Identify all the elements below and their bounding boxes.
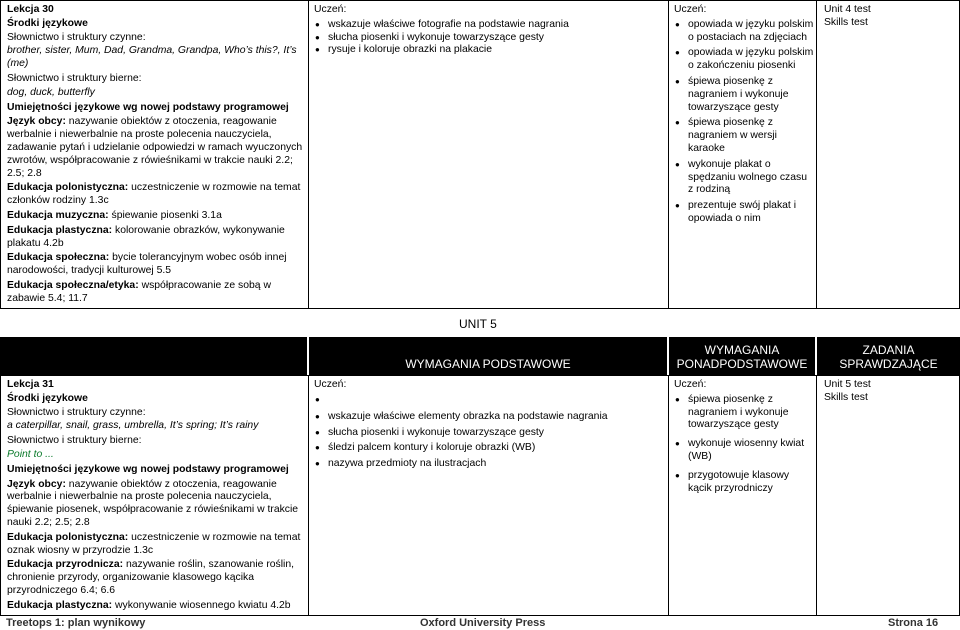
polonistyczna-entry	[7, 182, 305, 208]
unit-test-label: Unit 4 test	[824, 4, 871, 15]
entry-label: Język obcy:	[7, 478, 66, 490]
entry-text: współpracowanie ze sobą w zabawie 5.4; 11.7	[7, 279, 271, 304]
etyka-entry	[7, 280, 305, 306]
col-divider-3	[816, 0, 817, 309]
list-item: ● śpiewa piosenkę z nagraniem i wykonuje towarzyszące gesty	[674, 394, 814, 432]
list-item: ● wskazuje właściwe fotografie na podstawie nagrania	[314, 19, 664, 32]
list-item: ● opowiada w języku polskim o postaciach na zdjęciach	[674, 19, 814, 45]
row1-advanced-cell	[674, 4, 814, 304]
skills-test-label: Skills test	[824, 16, 868, 28]
list-item: ● przygotowuje klasowy kącik przyrodniczy	[674, 470, 814, 496]
row1-tests-cell	[824, 4, 956, 44]
active-vocab-items: brother, sister, Mum, Dad, Grandma, Grandpa, Who’s this?, It’s (me)	[7, 45, 297, 70]
entry-label: Edukacja polonistyczna:	[7, 182, 129, 194]
row2-lesson-cell	[7, 379, 305, 615]
entry-text: nazywanie obiektów z otoczenia, reagowanie werbalnie i niewerbalnie na proste polecenia nauczyciela, zadawanie pytań i udzielanie odpowiedzi w ramach wyuczonych zwrotów, współpracowanie z rówieśnikami w trakcie nauki 2.2; 2.5; 2.8	[7, 116, 303, 179]
col-divider-0	[0, 0, 1, 309]
header-basic-requirements: WYMAGANIA PODSTAWOWE	[309, 337, 667, 375]
list-item: ● rysuje i koloruje obrazki na plakacie	[314, 44, 664, 57]
list-item: ● śledzi palcem kontury i koloruje obrazki (WB)	[314, 442, 664, 455]
advanced-requirements-list	[674, 394, 814, 496]
plastyczna-entry	[7, 600, 305, 613]
header-test-tasks: ZADANIA SPRAWDZAJĄCE	[817, 337, 960, 375]
col-divider-2	[668, 0, 669, 309]
header-advanced-requirements: WYMAGANIA PONADPODSTAWOWE	[669, 337, 815, 375]
col2-divider-3	[816, 375, 817, 616]
passive-vocab-items: Point to ...	[7, 448, 54, 460]
entry-text: śpiewanie piosenki 3.1a	[108, 209, 222, 221]
list-item: ● śpiewa piosenkę z nagraniem i wykonuje towarzyszące gesty	[674, 76, 814, 114]
skills-heading: Umiejętności językowe wg nowej podstawy programowej	[7, 463, 289, 475]
entry-text: wykonywanie wiosennego kwiatu 4.2b	[112, 599, 291, 611]
entry-label: Edukacja społeczna:	[7, 252, 110, 264]
passive-vocab-label: Słownictwo i struktury bierne:	[7, 72, 142, 84]
list-item: ● opowiada w języku polskim o zakończeniu piosenki	[674, 47, 814, 73]
jezyk-obcy-entry	[7, 116, 305, 180]
unit-test-label: Unit 5 test	[824, 379, 871, 390]
row2-advanced-cell	[674, 379, 814, 615]
list-item: ● wykonuje plakat o spędzaniu wolnego czasu z rodziną	[674, 159, 814, 197]
footer-center: Oxford University Press	[420, 617, 546, 629]
row1-lesson-cell	[7, 4, 305, 307]
passive-vocab-label: Słownictwo i struktury bierne:	[7, 435, 142, 447]
entry-label: Edukacja plastyczna:	[7, 224, 113, 236]
entry-label: Edukacja społeczna/etyka:	[7, 279, 139, 291]
entry-text: nazywanie obiektów z otoczenia, reagowanie werbalnie i niewerbalnie na proste polecenia nauczyciela, śpiewanie piosenek, współpracowanie z rówieśnikami w trakcie nauki 2.2; 2.5; 2.8	[7, 478, 299, 528]
entry-label: Edukacja przyrodnicza:	[7, 559, 124, 571]
skills-test-label: Skills test	[824, 391, 868, 403]
polonistyczna-entry	[7, 532, 305, 558]
basic-requirements-list	[314, 19, 664, 57]
list-item: ● wykonuje wiosenny kwiat (WB)	[674, 438, 814, 464]
entry-text: uczestniczenie w rozmowie na temat oznak wiosny w przyrodzie 1.3c	[7, 531, 301, 556]
entry-label: Edukacja plastyczna:	[7, 599, 113, 611]
entry-text: kolorowanie obrazków, wykonywanie plakatu 4.2b	[7, 224, 285, 249]
active-vocab-items: a caterpillar, snail, grass, umbrella, It’s spring; It’s rainy	[7, 420, 259, 432]
spoleczna-entry	[7, 252, 305, 278]
srodki-heading: Środki językowe	[7, 17, 88, 29]
plastyczna-entry	[7, 225, 305, 251]
muzyczna-entry	[7, 210, 305, 223]
col-divider-1	[308, 0, 309, 309]
uczen-label: Uczeń:	[674, 379, 707, 390]
uczen-label: Uczeń:	[314, 379, 347, 390]
basic-requirements-list	[314, 394, 664, 471]
list-item: ● słucha piosenki i wykonuje towarzyszące gesty	[314, 32, 664, 45]
list-item: ● nazywa przedmioty na ilustracjach	[314, 458, 664, 471]
entry-label: Język obcy:	[7, 116, 66, 128]
entry-text: bycie tolerancyjnym wobec osób innej narodowości, tradycji kulturowej 5.5	[7, 252, 287, 277]
list-item: ● słucha piosenki i wykonuje towarzyszące gesty	[314, 427, 664, 440]
row2-tests-cell	[824, 379, 956, 419]
footer-left: Treetops 1: plan wynikowy	[6, 617, 146, 629]
active-vocab-label: Słownictwo i struktury czynne:	[7, 31, 146, 43]
entry-label: Edukacja muzyczna:	[7, 209, 109, 221]
page-footer	[0, 615, 960, 630]
entry-label: Edukacja polonistyczna:	[7, 531, 129, 543]
lesson-title: Lekcja 31	[7, 379, 54, 390]
list-item: ● śpiewa piosenkę z nagraniem w wersji karaoke	[674, 117, 814, 155]
active-vocab-label: Słownictwo i struktury czynne:	[7, 406, 146, 418]
lesson-title: Lekcja 30	[7, 4, 54, 15]
uczen-label: Uczeń:	[674, 4, 707, 15]
list-item	[314, 394, 664, 408]
uczen-label: Uczeń:	[314, 4, 347, 15]
srodki-heading: Środki językowe	[7, 392, 88, 404]
row1-basic-cell	[314, 4, 664, 304]
col2-divider-0	[0, 375, 1, 616]
advanced-requirements-list	[674, 19, 814, 226]
header-spacer	[0, 337, 307, 375]
footer-right: Strona 16	[888, 617, 939, 629]
przyrodnicza-entry	[7, 559, 305, 597]
list-item: ● prezentuje swój plakat i opowiada o nim	[674, 200, 814, 226]
skills-heading: Umiejętności językowe wg nowej podstawy programowej	[7, 101, 289, 113]
row2-basic-cell	[314, 379, 664, 615]
unit-title: UNIT 5	[459, 317, 497, 331]
entry-text: uczestniczenie w rozmowie na temat członków rodziny 1.3c	[7, 182, 301, 207]
jezyk-obcy-entry	[7, 479, 305, 530]
entry-text: nazywanie roślin, szanowanie roślin, chronienie przyrody, organizowanie klasowego kącika przyrodniczego 6.4; 6.6	[7, 559, 295, 596]
col2-divider-1	[308, 375, 309, 616]
col2-divider-2	[668, 375, 669, 616]
passive-vocab-items: dog, duck, butterfly	[7, 86, 95, 98]
list-item: ● wskazuje właściwe elementy obrazka na podstawie nagrania	[314, 411, 664, 424]
